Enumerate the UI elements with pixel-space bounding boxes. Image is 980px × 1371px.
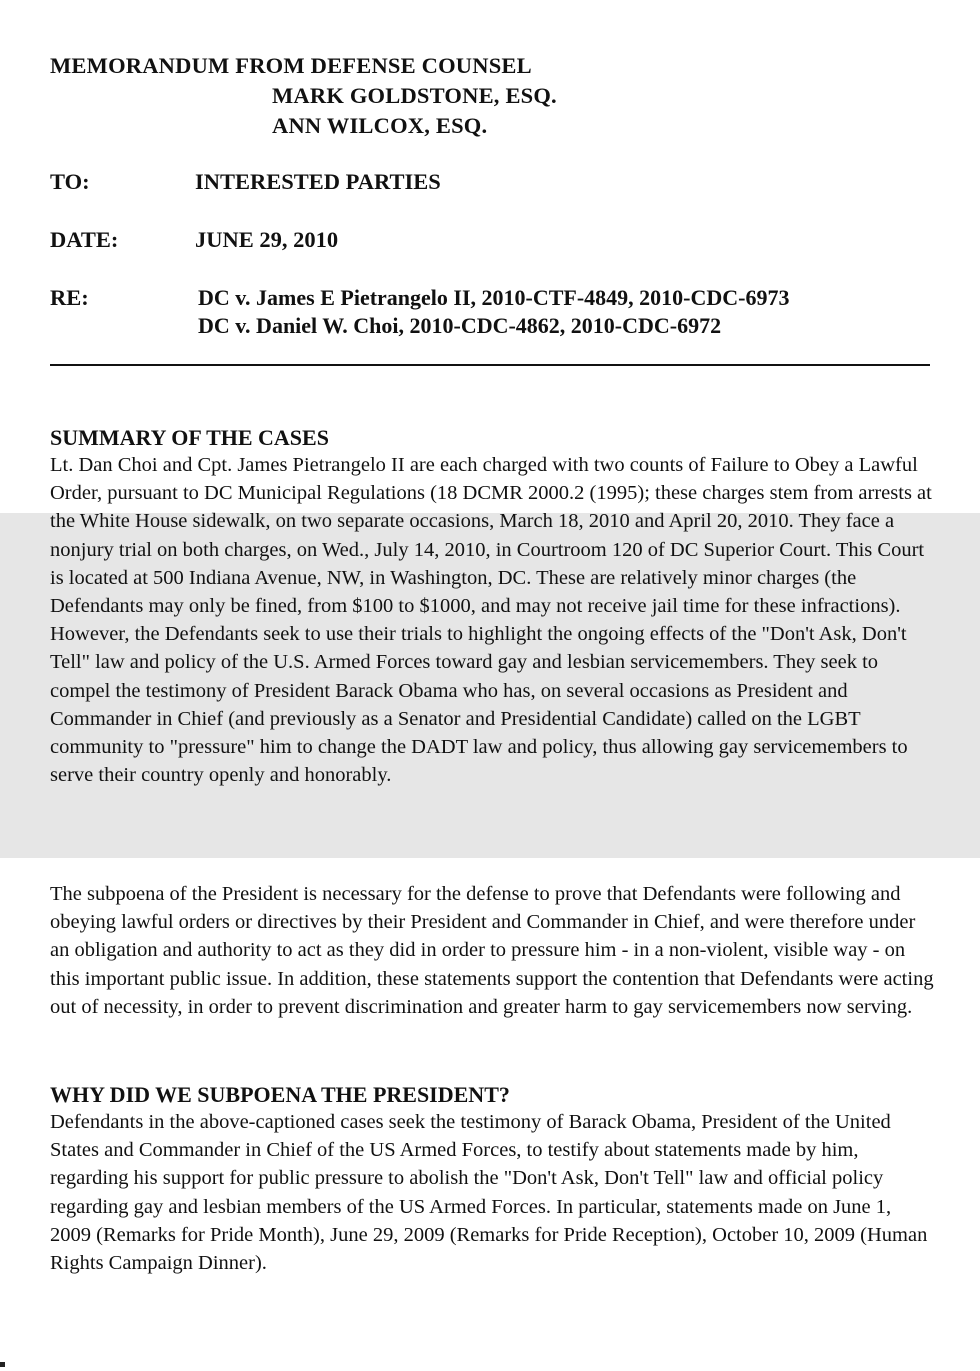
summary-body: Lt. Dan Choi and Cpt. James Pietrangelo II are each charged with two counts of Failure to Obey a Lawful Order, pursuant to DC Municipal Regulations (18 DCMR 2000.2 (1995); these charges stem from arrests at the White House sidewalk, on two separate occasions, March 18, 2010 and April 20, 2010. They face a nonjury trial on both charges, on Wed., July 14, 2010, in Courtroom 120 of DC Superior Court. This Court is located at 500 Indiana Avenue, NW, in Washington, DC. These are relatively minor charges (the Defendants may only be fined, from $100 to $1000, and may not receive jail time for these infractions). However, the Defendants seek to use their trials to highlight the ongoing effects of the "Don't Ask, Don't Tell" law and policy of the U.S. Armed Forces toward gay and lesbian servicemembers. They seek to compel the testimony of President Barack Obama who has, on several occasions as President and Commander in Chief (and previously as a Senator and Presidential Candidate) called on the LGBT community to "pressure" him to change the DADT law and policy, thus allowing gay servicemembers to serve their country openly and honorably. (50, 454, 932, 787)
counsel-name-2: ANN WILCOX, ESQ. (272, 113, 488, 138)
to-value: INTERESTED PARTIES (195, 169, 441, 194)
scan-artifact (0, 1362, 5, 1367)
re-value (198, 284, 790, 340)
to-label: TO: (50, 169, 90, 194)
memo-title: MEMORANDUM FROM DEFENSE COUNSEL (50, 53, 532, 78)
why-body: Defendants in the above-captioned cases seek the testimony of Barack Obama, President of the United States and Commander in Chief of the US Armed Forces, to testify about statements made by him, regarding his support for public pressure to abolish the "Don't Ask, Don't Tell" law and official policy regarding gay and lesbian members of the US Armed Forces. In particular, statements made on June 1, 2009 (Remarks for Pride Month), June 29, 2009 (Remarks for Pride Reception), October 10, 2009 (Human Rights Campaign Dinner). (50, 1111, 928, 1275)
summary-heading: SUMMARY OF THE CASES (50, 425, 329, 450)
re-case-2: DC v. Daniel W. Choi, 2010-CDC-4862, 2010-CDC-6972 (198, 313, 722, 338)
why-heading: WHY DID WE SUBPOENA THE PRESIDENT? (50, 1082, 510, 1107)
date-value: JUNE 29, 2010 (195, 227, 339, 252)
re-label: RE: (50, 285, 89, 310)
header-divider (50, 364, 930, 366)
re-case-1: DC v. James E Pietrangelo II, 2010-CTF-4849, 2010-CDC-6973 (198, 285, 790, 310)
subpoena-rationale-paragraph: The subpoena of the President is necessary for the defense to prove that Defendants were following and obeying lawful orders or directives by their President and Commander in Chief, and were therefore under an obligation and authority to act as they did in order to pressure him - in a non-violent, visible way - on this important public issue. In addition, these statements support the contention that Defendants were acting out of necessity, in order to prevent discrimination and greater harm to gay servicemembers now serving. (50, 883, 934, 1018)
summary-section (50, 425, 935, 789)
counsel-name-1: MARK GOLDSTONE, ESQ. (272, 83, 557, 108)
why-section (50, 1082, 935, 1277)
date-label: DATE: (50, 227, 119, 252)
